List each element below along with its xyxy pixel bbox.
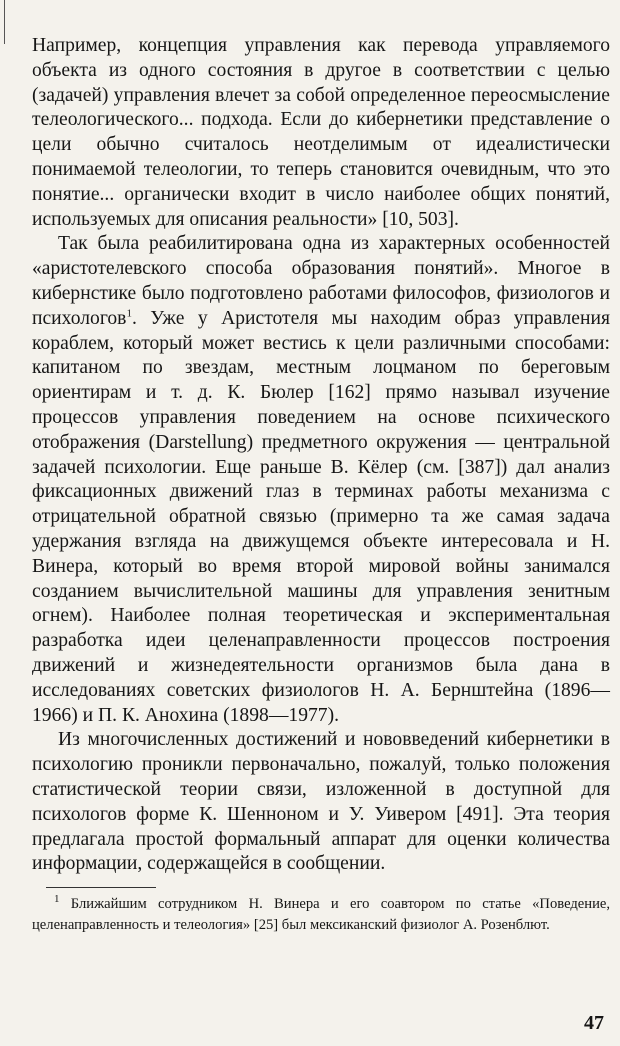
paragraph-2-text-a: Так была реабилитирована одна из характерных особенностей «аристотелевского способа образования понятий». Многое в кибернстике было подготовлено работами философов, физиологов и психологов bbox=[32, 233, 610, 329]
scan-edge-mark bbox=[4, 0, 5, 44]
footnote-reference[interactable]: 1 bbox=[126, 307, 132, 320]
footnote-marker: 1 bbox=[54, 893, 60, 906]
paragraph-3: Из многочисленных достижений и нововведений кибернетики в психологию проникли первоначально, пожалуй, только положения статистической теории связи, изложенной в доступной для психологов форме К. Шенноном и У. Уивером [491]. Эта теория предлагала простой формальный аппарат для оценки количества информации, содержащейся в сообщении. bbox=[32, 729, 610, 875]
footnote bbox=[32, 894, 610, 936]
paragraph-2 bbox=[32, 232, 610, 728]
paragraph-1: Например, концепция управления как перевода управляемого объекта из одного состояния в другое в соответствии с целью (задачей) управления влечет за собой определенное переосмысление телеологического... подхода. Если до кибернетики представление о цели обычно считалось неотделимым от идеалистически понимаемой телеологии, то теперь становится очевидным, что это понятие... органически входит в число наиболее общих понятий, используемых для описания реальности» [10, 503]. bbox=[32, 35, 610, 230]
page-body bbox=[32, 34, 610, 936]
paragraph-2-text-b: . Уже у Аристотеля мы находим образ управления кораблем, который может вестись к цели различными способами: капитаном по звездам, местным лоцманом по береговым ориентирам и т. д. К. Бюлер [162] прямо называл изучение процессов управления поведением на основе психического отображения (Darstellung) предметного окружения — центральной задачей психологии. Еще раньше В. Кёлер (см. [387]) дал анализ фиксационных движений глаз в терминах работы механизма с отрицательной обратной связью (примерно та же самая задача удержания взгляда на движущемся объекте интересовала и Н. Винера, который во время второй мировой войны занимался созданием вычислительной машины для управления зенитным огнем). Наиболее полная теоретическая и экспериментальная разработка идеи целенаправленности процессов построения движений и жизнедеятельности организмов была дана в исследованиях советских физиологов Н. А. Бернштейна (1896—1966) и П. К. Анохина (1898—1977). bbox=[32, 307, 610, 726]
page-number: 47 bbox=[584, 1012, 604, 1034]
footnote-text: Ближайшим сотрудником Н. Винера и его соавтором по статье «Поведение, целенаправленность и телеология» [25] был мексиканский физиолог А. Розенблют. bbox=[32, 896, 611, 934]
footnote-divider bbox=[46, 887, 156, 888]
